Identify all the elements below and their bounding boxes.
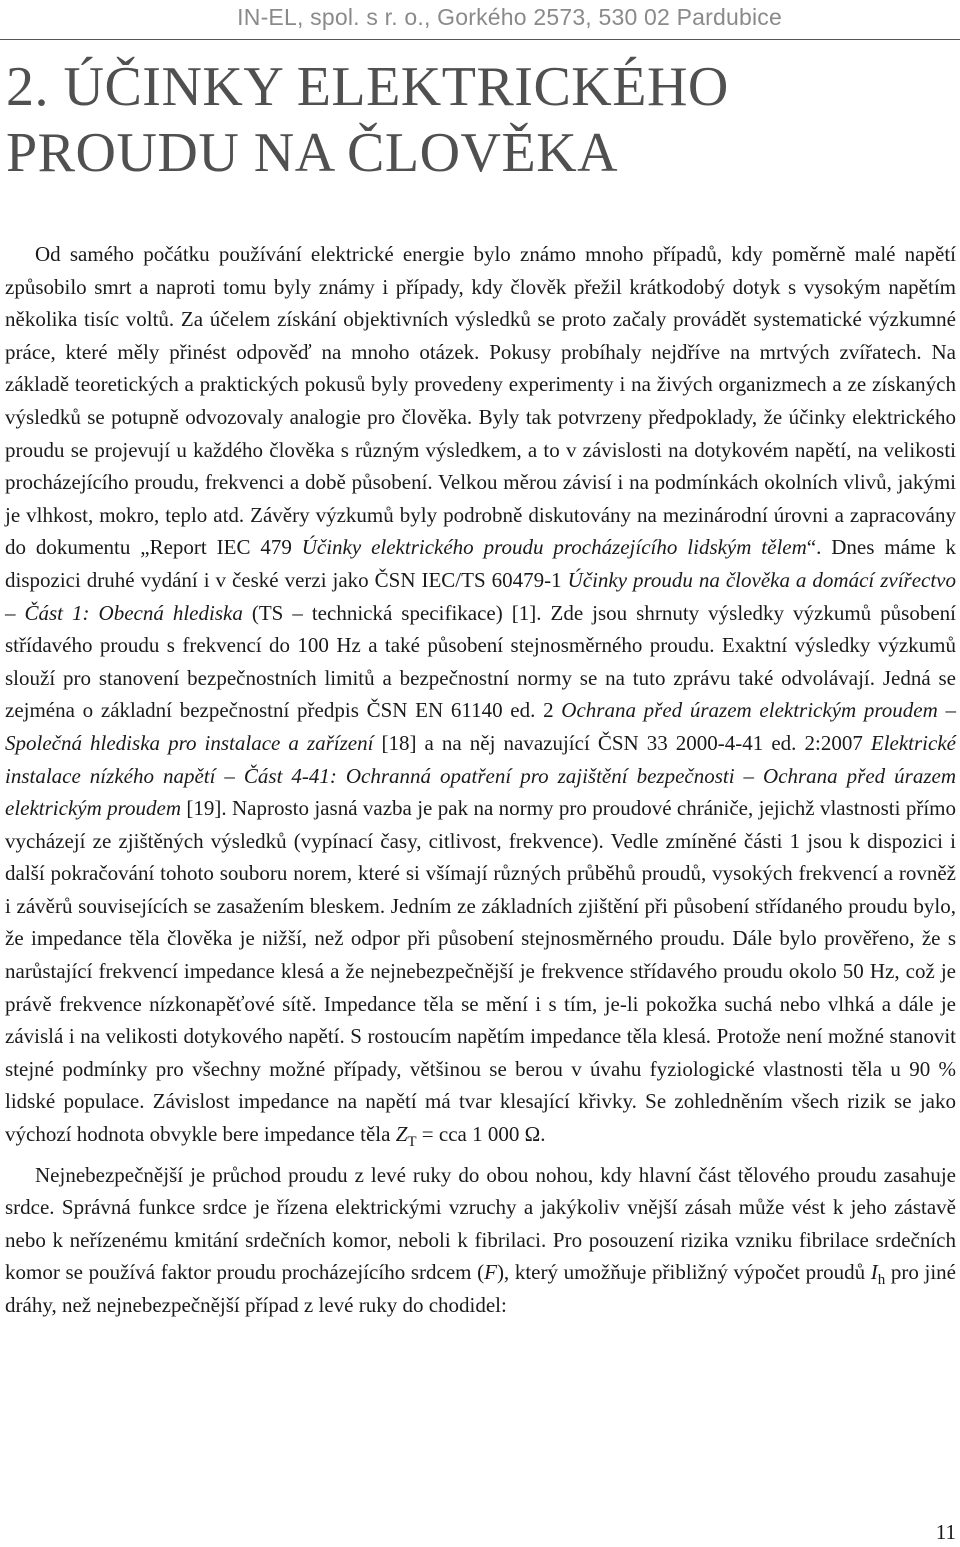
paragraph-2-text: ), který umožňuje přibližný výpočet proudů <box>496 1260 871 1285</box>
paragraph-1-text: [19]. Naprosto jasná vazba je pak na normy pro proudové chrániče, jejichž vlastnosti přímo vycházejí ze zjištěných výsledků (vypínací časy, citlivost, frekvence). Vedle zmíněné části 1 jsou k dispozici i další pokračování tohoto souboru norem, které si všímají různých průběhů proudů, vysokých frekvencí a rovněž i závěrů souvisejících se zasažením bleskem. Jedním ze základních zjištění při působení střídaného proudu bylo, že impedance těla člověka je nižší, než odpor při působení stejnosměrného proudu. Dále bylo prověřeno, že s narůstající frekvencí impedance klesá a že nejnebezpečnější je frekvence střídavého proudu okolo 50 Hz, což je právě frekvence nízkonapěťové sítě. Impedance těla se mění i s tím, je-li pokožka suchá nebo vlhká a dále je závislá i na velikosti dotykového napětí. S rostoucím napětím impedance těla klesá. Protože není možné stanovit stejné podmínky pro všechny možné případy, většinou se berou v úvahu fyziologické vlastnosti těla u 90 % lidské populace. Závislost impedance na napětí má tvar klesající křivky. Se zohledněním všech rizik se jako výchozí hodnota obvykle bere impedance těla <box>5 796 956 1147</box>
header-company-address: IN-EL, spol. s r. o., Gorkého 2573, 530 02 Pardubice <box>237 4 782 30</box>
paragraph-2-text: Nejnebezpečnější je průchod proudu z levé ruky do obou nohou, kdy hlavní část tělového proudu zasahuje srdce. Správná funkce srdce je řízena elektrickými vzruchy a jakýkoliv vnější zásah může vést k jeho zástavě nebo k neřízenému kmitání srdečních komor, neboli k fibrilaci. Pro posouzení rizika vzniku fibrilace srdečních komor se používá faktor proudu procházejícího srdcem ( <box>5 1162 956 1285</box>
paragraph-1-text: (TS – technická specifikace) [1]. Zde jsou shrnuty výsledky výzkumů působení střídavého proudu s frekvencí do 100 Hz a také působení stejnosměrného proudu. Exaktní výsledky výzkumů slouží pro stanovení bezpečnostních limitů a bezpečnostní normy se na tuto zprávu také odvolávají. Jedná se zejména o základní bezpečnostní předpis ČSN EN 61140 ed. 2 <box>5 600 956 723</box>
paragraph-1 <box>5 238 956 1151</box>
paragraph-1-text: “. Dnes máme k dispozici druhé vydání i v české verzi jako ČSN IEC/TS 60479-1 <box>5 535 956 592</box>
chapter-title <box>6 54 946 186</box>
current-subscript: h <box>877 1272 886 1289</box>
standard-title-csn-33-2000-4-41: Elektrické instalace nízkého napětí – Část 4-41: Ochranná opatření pro zajištění bezpečnosti – Ochrana před úrazem elektrickým proudem <box>5 730 956 821</box>
current-symbol: I <box>870 1260 878 1285</box>
standard-title-csn-iec-ts-60479-1: Účinky proudu na člověka a domácí zvířectvo – Část 1: Obecná hlediska <box>5 567 956 625</box>
page-number: 11 <box>935 1520 956 1544</box>
paragraph-2 <box>5 1159 956 1322</box>
impedance-symbol: Z <box>395 1122 408 1147</box>
standard-title-iec-479: Účinky elektrického proudu procházejícího lidským tělem <box>301 535 807 560</box>
paragraph-1-text: = cca 1 000 Ω. <box>416 1122 546 1147</box>
paragraph-2-text: pro jiné dráhy, než nejnebezpečnější případ z levé ruky do chodidel: <box>5 1260 956 1317</box>
paragraph-1-text: [18] a na něj navazující ČSN 33 2000-4-41 ed. 2:2007 <box>373 730 871 755</box>
header-rule <box>0 39 960 40</box>
chapter-title-line-2: PROUDU NA ČLOVĚKA <box>6 122 619 184</box>
page-header <box>0 0 960 40</box>
body-text <box>5 238 956 1322</box>
chapter-title-line-1: 2. ÚČINKY ELEKTRICKÉHO <box>6 56 729 118</box>
impedance-subscript: T <box>407 1134 417 1151</box>
heart-current-factor-symbol: F <box>484 1260 497 1285</box>
standard-title-csn-en-61140: Ochrana před úrazem elektrickým proudem – Společná hlediska pro instalace a zařízení <box>5 698 956 755</box>
paragraph-1-text: Od samého počátku používání elektrické energie bylo známo mnoho případů, kdy poměrně malé napětí způsobilo smrt a naproti tomu byly známy i případy, kdy člověk přežil krátkodobý dotyk s vysokým napětím několika tisíc voltů. Za účelem získání objektivních výsledků se proto začaly provádět systematické výzkumné práce, které měly přinést odpověď na mnoho otázek. Pokusy probíhaly nejdříve na mrtvých zvířatech. Na základě teoretických a praktických pokusů byly provedeny experimenty i na živých organizmech a ze získaných výsledků se potupně odvozovaly analogie pro člověka. Byly tak potvrzeny předpoklady, že účinky elektrického proudu se projevují u každého člověka s různým výsledkem, a to v závislosti na dotykovém napětí, na velikosti procházejícího proudu, frekvenci a době působení. Velkou měrou závisí i na podmínkách okolních vlivů, jakými je vlhkost, mokro, teplo atd. Závěry výzkumů byly podrobně diskutovány na mezinárodní úrovni a zapracovány do dokumentu „Report IEC 479 <box>5 242 956 560</box>
